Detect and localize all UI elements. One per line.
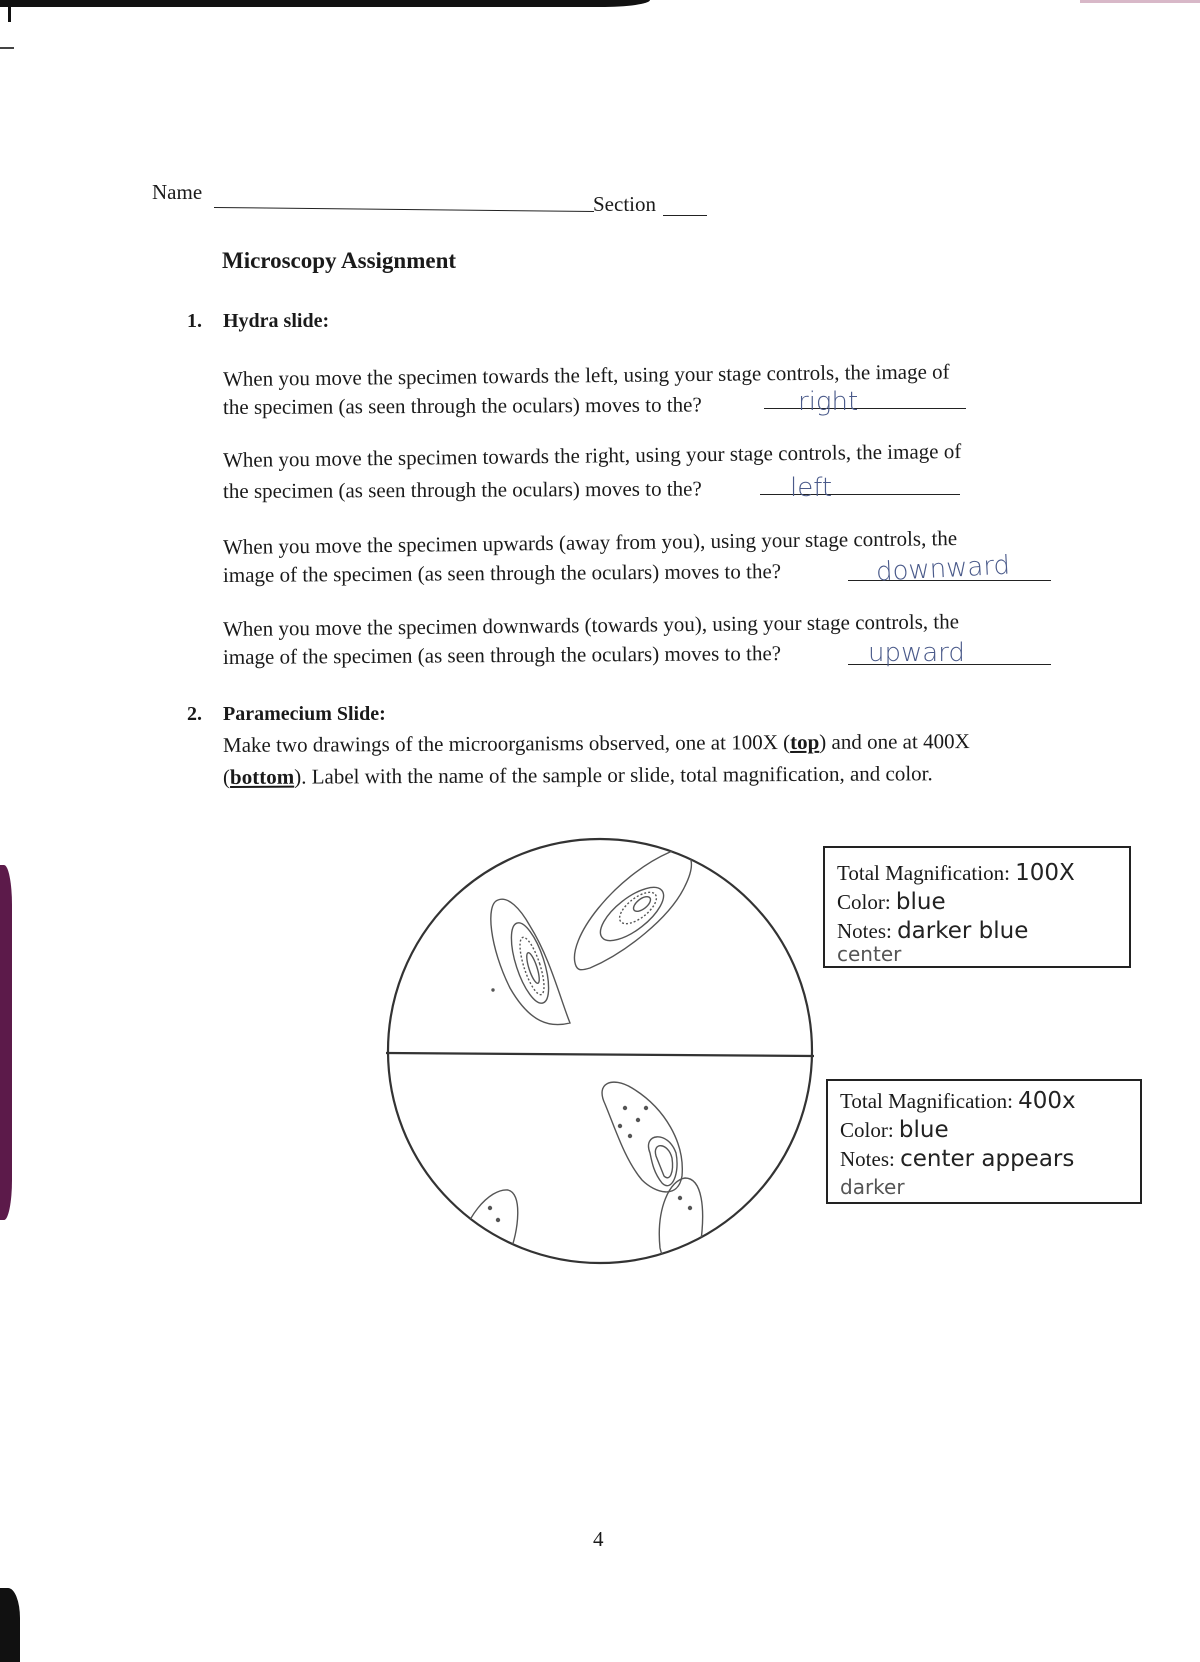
q1-item-4-line-1: When you move the specimen downwards (towards you), using your stage controls, the (222, 609, 960, 641)
name-label: Name (152, 180, 203, 204)
q1-item-3-answer: downward (875, 550, 1011, 588)
label-100x-magnification: Total Magnification: 100X (837, 860, 1075, 886)
label-400x-notes: Notes: center appears (840, 1146, 1075, 1172)
q1-item-4-line-2: image of the specimen (as seen through the oculars) moves to the? (222, 641, 782, 669)
q2-instructions-line-2: (bottom). Label with the name of the sample or slide, total magnification, and color. (222, 761, 933, 789)
paramecium-100x-right (574, 851, 691, 970)
label-box-100x (823, 846, 1131, 968)
question-2-number: 2. (187, 703, 202, 725)
q1-item-1-answer: right (798, 387, 859, 417)
scan-edge-left (0, 865, 12, 1220)
label-400x-color: Color: blue (840, 1117, 949, 1143)
scan-edge-corner (8, 0, 11, 22)
scan-edge-top-right (1080, 0, 1200, 3)
name-blank[interactable] (214, 207, 594, 212)
label-400x-magnification: Total Magnification: 400x (840, 1088, 1076, 1114)
scan-edge-tick (0, 47, 14, 49)
label-100x-color: Color: blue (837, 889, 946, 915)
page-number: 4 (593, 1527, 604, 1551)
q1-item-4-answer: upward (868, 638, 965, 668)
scan-edge-bottom-left (0, 1588, 20, 1662)
q1-item-1-line-2: the specimen (as seen through the oculars) moves to the? (222, 392, 702, 419)
question-2-heading: Paramecium Slide: (223, 703, 386, 725)
q2-instructions-line-1: Make two drawings of the microorganisms observed, one at 100X (top) and one at 400X (222, 729, 970, 757)
section-label: Section (593, 192, 656, 216)
q1-item-1-blank[interactable] (764, 408, 966, 409)
question-1-number: 1. (187, 310, 202, 332)
paramecium-400x-right (659, 1178, 702, 1287)
label-400x-notes-continued: darker (840, 1175, 905, 1199)
label-100x-notes-continued: center (837, 942, 902, 966)
q1-item-3-line-1: When you move the specimen upwards (away from you), using your stage controls, the (222, 526, 958, 559)
q1-item-2-line-2: the specimen (as seen through the oculars) moves to the? (222, 476, 702, 503)
field-divider-line (386, 1053, 814, 1056)
q1-item-3-line-2: image of the specimen (as seen through the oculars) moves to the? (222, 559, 782, 587)
question-1-heading: Hydra slide: (223, 310, 330, 332)
q1-item-2-answer: left (790, 473, 833, 503)
paramecium-100x-left (491, 899, 570, 1024)
paramecium-400x-center (602, 1082, 682, 1192)
label-100x-notes: Notes: darker blue (837, 918, 1029, 944)
q1-item-2-line-1: When you move the specimen towards the right, using your stage controls, the image of (222, 438, 962, 472)
field-of-view-drawing (380, 808, 820, 1294)
q1-item-1-line-1: When you move the specimen towards the left, using your stage controls, the image of (222, 359, 950, 391)
section-blank[interactable] (663, 215, 707, 216)
field-of-view-circle (388, 839, 812, 1263)
page-title: Microscopy Assignment (222, 248, 457, 273)
label-box-400x (826, 1079, 1142, 1204)
scan-edge-top (0, 0, 650, 7)
